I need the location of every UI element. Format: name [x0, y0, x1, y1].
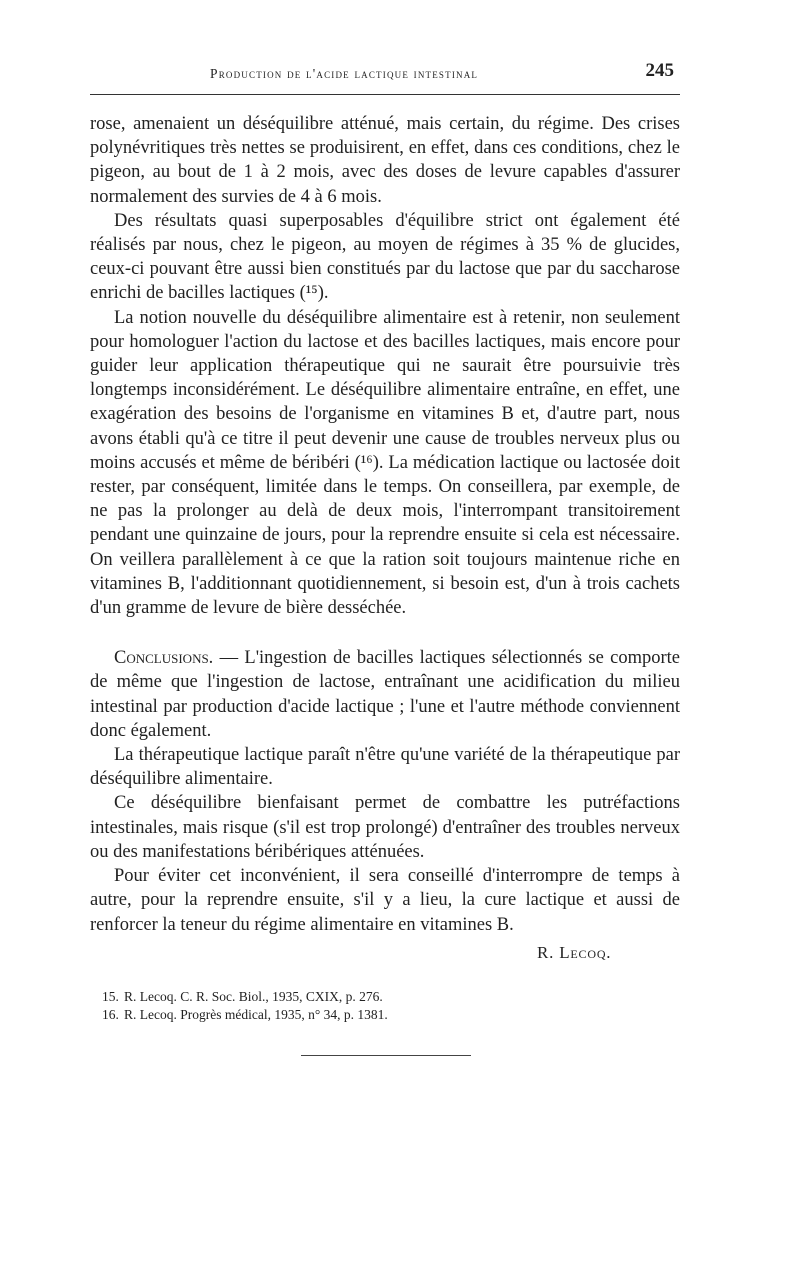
paragraph: Ce déséquilibre bienfaisant permet de combattre les putréfactions intestinales, mais risque (s'il est trop prolongé) d'entraîner des troubles nerveux ou des manifestations béribériques atténuées. [90, 793, 680, 862]
footnote [102, 988, 662, 1006]
footnote-number: 15. [102, 989, 119, 1004]
paragraph: La thérapeutique lactique paraît n'être qu'une variété de la thérapeutique par déséquilibre alimentaire. [90, 745, 680, 790]
paragraph: La notion nouvelle du déséquilibre alimentaire est à retenir, non seulement pour homologuer l'action du lactose et des bacilles lactiques, mais encore pour guider leur application thérapeutique qui ne saurait être poursuivie très longtemps inconsidérément. Le déséquilibre alimentaire entraîne, en effet, une exagération des besoins de l'organisme en vitamines B et, d'autre part, nous avons établi qu'à ce titre il peut devenir une cause de troubles nerveux plus ou moins accusés et même de béribéri (¹⁶). La médication lactique ou lactosée doit rester, par conséquent, limitée dans le temps. On conseillera, par exemple, de ne pas la prolonger au delà de deux mois, l'interrompant transitoirement pendant une quinzaine de jours, pour la reprendre ensuite si cela est nécessaire. On veillera parallèlement à ce que la ration soit toujours maintenue riche en vitamines B, l'additionnant quotidiennement, si besoin est, d'un à trois cachets d'un gramme de levure de bière desséchée. [90, 307, 680, 619]
conclusions-text: — L'ingestion de bacilles lactiques sélectionnés se comporte de même que l'ingestion de lactose, entraînant une acidification du milieu intestinal par production d'acide lactique ; l'une et l'autre méthode conviennent donc également. [90, 648, 680, 741]
paragraph-continued: rose, amenaient un déséquilibre atténué, mais certain, du régime. Des crises polynévritiques très nettes se produisirent, en effet, dans ces conditions, chez le pigeon, au bout de 1 à 2 mois, avec des doses de levure capables d'assurer normalement des survies de 4 à 6 mois. [90, 114, 680, 207]
paragraph: Pour éviter cet inconvénient, il sera conseillé d'interrompre de temps à autre, pour la reprendre ensuite, s'il y a lieu, la cure lactique et aussi de renforcer la teneur du régime alimentaire en vitamines B. [90, 866, 680, 935]
page-header [90, 60, 680, 95]
page-number: 245 [645, 60, 674, 81]
section-gap [90, 620, 680, 646]
footnote-text: R. Lecoq. C. R. Soc. Biol., 1935, CXIX, p. 276. [124, 989, 383, 1004]
author-signature: R. Lecoq. [537, 943, 612, 962]
end-rule [301, 1055, 471, 1056]
conclusions-paragraph [90, 646, 680, 743]
article-body [90, 112, 680, 937]
paragraph: Des résultats quasi superposables d'équilibre strict ont également été réalisés par nous, chez le pigeon, au moyen de régimes à 35 % de glucides, ceux-ci pouvant être aussi bien constitués par du lactose que par du saccharose enrichi de bacilles lactiques (¹⁵). [90, 210, 680, 304]
footnote-text: R. Lecoq. Progrès médical, 1935, n° 34, p. 1381. [124, 1007, 388, 1022]
conclusions-label: Conclusions. [114, 648, 214, 669]
footnotes [102, 988, 662, 1024]
running-title: Production de l'acide lactique intestinal [210, 66, 479, 81]
footnote [102, 1006, 662, 1024]
footnote-number: 16. [102, 1007, 119, 1022]
